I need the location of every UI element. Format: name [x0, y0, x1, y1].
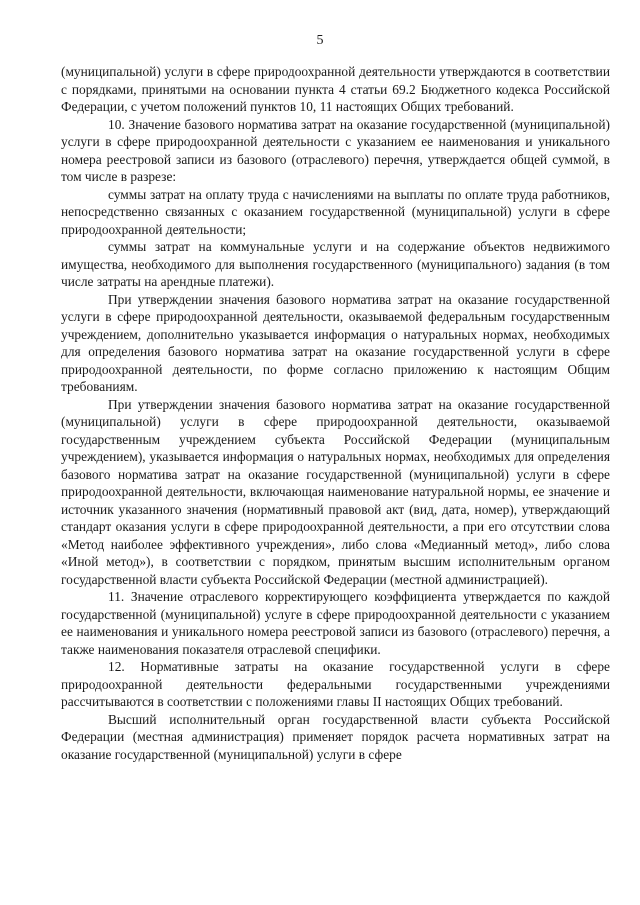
- paragraph-item-12: 12. Нормативные затраты на оказание государственной услуги в сфере природоохранной деятельности федеральными государственными учреждениями рассчитываются в соответствии с положениями главы II настоящих Общих требований.: [61, 659, 610, 709]
- paragraph-regional-calculation: Высший исполнительный орган государственной власти субъекта Российской Федерации (местная администрация) применяет порядок расчета нормативных затрат на оказание государственной (муниципальной) услуги в сфере: [61, 711, 610, 762]
- paragraph-federal-natural-norms: При утверждении значения базового норматива затрат на оказание государственной услуги в сфере природоохранной деятельности, оказываемой федеральным государственным учреждением, дополнительно указывается информация о натуральных нормах, необходимых для определения базового норматива затрат на оказание государственной услуги в сфере природоохранной деятельности, по форме согласно приложению к настоящим Общим требованиям.: [61, 291, 610, 394]
- paragraph-item-11: 11. Значение отраслевого корректирующего коэффициента утверждается по каждой государственной (муниципальной) услуге в сфере природоохранной деятельности с указанием ее наименования и уникального номера реестровой записи из базового (отраслевого) перечня, а также наименования показателя отраслевой специфики.: [61, 589, 610, 657]
- paragraph-labor-costs: суммы затрат на оплату труда с начислениями на выплаты по оплате труда работников, непосредственно связанных с оказанием государственной (муниципальной) услуги в сфере природоохранной деятельности;: [61, 186, 610, 237]
- document-body: [61, 63, 610, 763]
- page-number: 5: [316, 33, 324, 48]
- paragraph-utility-costs: суммы затрат на коммунальные услуги и на содержание объектов недвижимого имущества, необходимого для выполнения государственного (муниципального) задания (в том числе затраты на арендные платежи).: [61, 239, 610, 289]
- paragraph-regional-natural-norms: При утверждении значения базового норматива затрат на оказание государственной (муниципальной) услуги в сфере природоохранной деятельности, оказываемой государственным учреждением субъекта Российской Федерации (муниципальным учреждением), указывается информация о натуральных нормах, необходимых для определения базового норматива затрат на оказание государственной (муниципальной) услуги в сфере природоохранной деятельности, включающая наименование натуральной нормы, ее значение и источник указанного значения (нормативный правовой акт (вид, дата, номер), утверждающий стандарт оказания услуги в сфере природоохранной деятельности, а при его отсутствии слова «Метод наиболее эффективного учреждения», либо слова «Медианный метод», либо слова «Иной метод»), в соответствии с порядком, принятым высшим исполнительным органом государственной власти субъекта Российской Федерации (местной администрацией).: [61, 396, 610, 587]
- paragraph-continuation: (муниципальной) услуги в сфере природоохранной деятельности утверждаются в соответствии с порядками, принятыми на основании пункта 4 статьи 69.2 Бюджетного кодекса Российской Федерации, с учетом положений пунктов 10, 11 настоящих Общих требований.: [61, 64, 610, 114]
- paragraph-item-10: 10. Значение базового норматива затрат на оказание государственной (муниципальной) услуги в сфере природоохранной деятельности с указанием ее наименования и уникального номера реестровой записи из базового (отраслевого) перечня, утверждается общей суммой, в том числе в разрезе:: [61, 116, 610, 184]
